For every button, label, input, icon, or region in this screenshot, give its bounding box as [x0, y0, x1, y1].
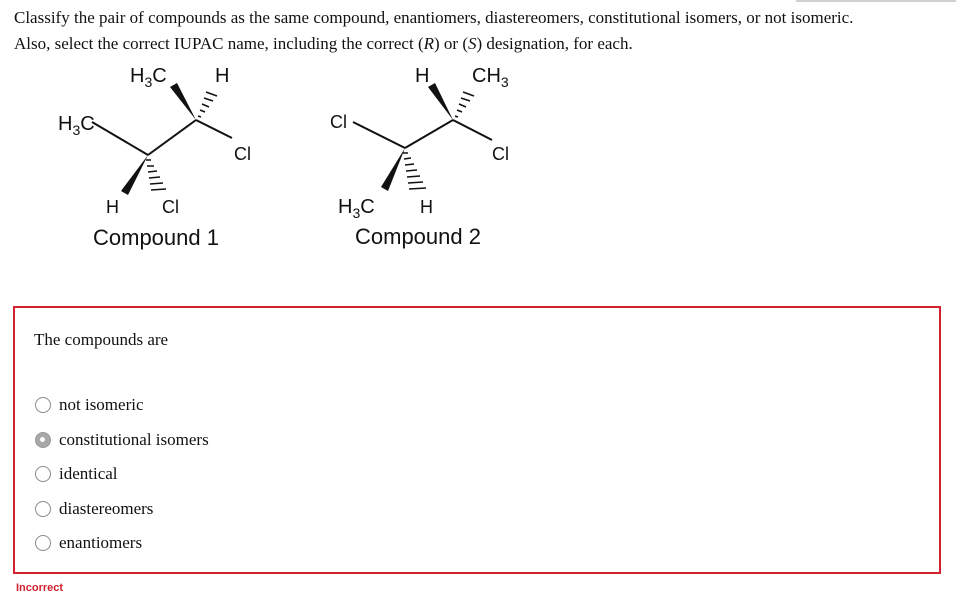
- option-identical[interactable]: [35, 457, 209, 492]
- c1-hash-top: [198, 92, 217, 117]
- option-label: constitutional isomers: [59, 429, 209, 449]
- answer-options: [35, 388, 209, 561]
- option-enantiomers[interactable]: [35, 526, 209, 561]
- c2-label-ch3-top: $CH_3$: [472, 65, 509, 90]
- option-not-isomeric[interactable]: [35, 388, 209, 423]
- option-label: diastereomers: [59, 498, 154, 518]
- c2-label-h-top: H: [415, 65, 430, 87]
- c1-hash-bottom: [146, 160, 166, 190]
- c1-wedge-top: [170, 83, 196, 120]
- top-divider: [796, 0, 956, 2]
- c2-wedge-bottom: [381, 148, 405, 191]
- c1-wedge-bottom: [121, 155, 148, 195]
- question-line-1: Classify the pair of compounds as the same compound, enantiomers, diastereomers, constitutional isomers, or not isomeric.: [14, 8, 854, 27]
- status-incorrect: Incorrect: [16, 582, 64, 594]
- compound-2-name: Compound 2: [355, 224, 481, 249]
- compound-1-structure: [58, 65, 251, 250]
- c1-bond-right: [196, 120, 232, 138]
- c2-bond-right: [453, 120, 492, 140]
- answer-lead: The compounds are: [34, 330, 169, 349]
- c2-hash-top: [455, 92, 474, 117]
- c1-label-h-bottom: H: [106, 197, 119, 217]
- c1-label-h3c-left: $H_3C$: [58, 113, 95, 138]
- c1-label-cl-bottom: Cl: [162, 197, 179, 217]
- radio-not-isomeric[interactable]: [35, 397, 51, 413]
- answer-panel: [13, 306, 941, 574]
- c2-label-h-bottom: H: [420, 197, 433, 217]
- c2-bond-center: [405, 120, 453, 148]
- molecule-figure: [0, 50, 956, 270]
- c1-label-h3c-top: $H_3C$: [130, 65, 167, 90]
- compound-2-structure: [330, 65, 509, 249]
- question-line-2-part-b: ) or (: [434, 34, 468, 53]
- r-designation: R: [423, 34, 434, 53]
- c2-label-cl-left: Cl: [330, 112, 347, 132]
- c2-hash-bottom: [403, 153, 426, 189]
- c2-label-cl-right: Cl: [492, 144, 509, 164]
- c1-bond-center: [148, 120, 196, 155]
- structures-svg: [0, 50, 956, 270]
- option-constitutional-isomers[interactable]: [35, 423, 209, 458]
- option-label: enantiomers: [59, 533, 143, 553]
- radio-identical[interactable]: [35, 466, 51, 482]
- c1-bond-left: [92, 122, 148, 155]
- option-label: not isomeric: [59, 395, 144, 415]
- question-line-2-part-a: Also, select the correct IUPAC name, including the correct (: [14, 34, 424, 53]
- radio-diastereomers[interactable]: [35, 501, 51, 517]
- radio-enantiomers[interactable]: [35, 535, 51, 551]
- c2-label-h3c-bottom: $H_3C$: [338, 196, 375, 221]
- question-line-2-part-c: ) designation, for each.: [476, 34, 633, 53]
- option-label: identical: [59, 464, 118, 484]
- compound-1-name: Compound 1: [93, 225, 219, 250]
- s-designation: S: [467, 34, 477, 53]
- c1-label-cl-right: Cl: [234, 144, 251, 164]
- radio-constitutional-isomers[interactable]: [35, 432, 51, 448]
- c2-wedge-top: [428, 83, 453, 120]
- c1-label-h-top: H: [215, 65, 230, 87]
- c2-bond-left: [353, 122, 405, 148]
- option-diastereomers[interactable]: [35, 492, 209, 527]
